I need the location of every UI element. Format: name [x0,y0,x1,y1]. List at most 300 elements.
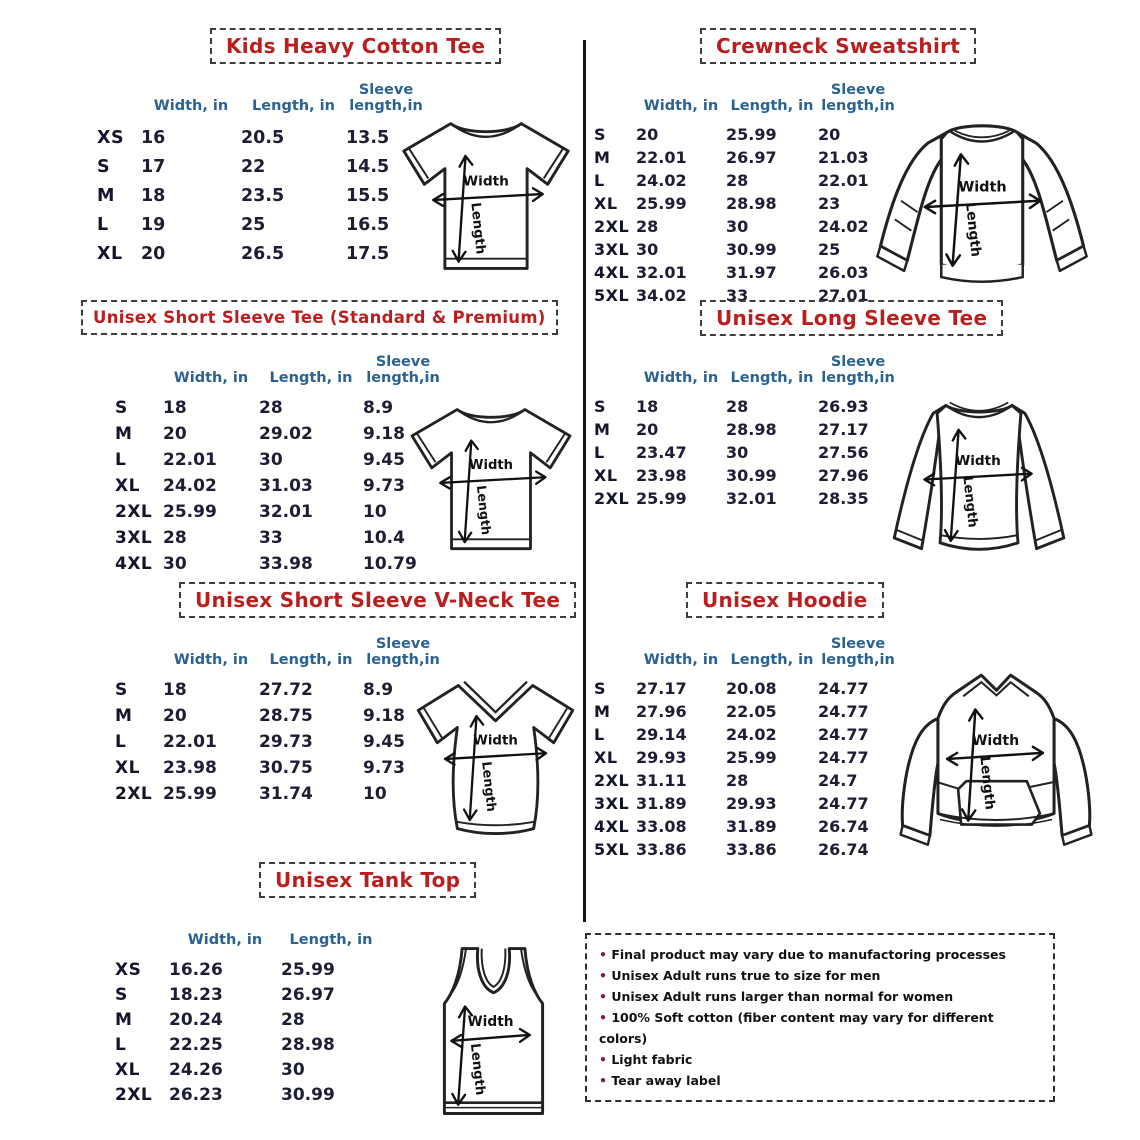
sleeve-cell: 26.03 [818,263,869,282]
width-cell: 31.89 [636,794,687,813]
tee-illustration [397,392,585,570]
width-cell: 20.24 [169,1009,223,1030]
table-row [115,677,443,703]
note-text: Light fabric [611,1052,693,1067]
size-cell: M [97,185,115,206]
section-unisex-short-sleeve-tee [75,300,585,578]
length-column-header: Length, in [730,369,814,386]
size-cell: XS [97,127,125,148]
width-cell: 19 [141,214,166,235]
table-row [594,746,898,769]
width-label: Width [468,457,514,473]
size-cell: S [115,984,128,1005]
width-cell: 22.01 [163,732,217,752]
width-label: Width [467,1014,514,1031]
sleeve-cell: 8.9 [363,398,394,418]
width-cell: 18 [141,185,166,206]
sleeve-cell: 24.77 [818,702,869,721]
length-cell: 31.03 [259,476,313,496]
sleeve-cell: 8.9 [363,680,394,700]
table-row [594,146,898,169]
sleeve-cell: 24.77 [818,794,869,813]
length-cell: 25.99 [726,748,777,767]
width-cell: 27.96 [636,702,687,721]
width-cell: 23.98 [163,758,217,778]
width-cell: 29.93 [636,748,687,767]
length-cell: 22.05 [726,702,777,721]
size-table [594,78,898,307]
size-cell: XS [115,959,142,980]
table-row [115,525,443,551]
note-item [599,1070,1041,1091]
table-row [594,838,898,861]
length-cell: 28.75 [259,706,313,726]
sleeve-cell: 21.03 [818,148,869,167]
length-column-header: Length, in [730,97,814,114]
length-cell: 25.99 [726,125,777,144]
size-cell: 4XL [594,817,630,836]
sleeve-cell: 23 [818,194,841,213]
section-title [259,862,476,898]
length-cell: 26.97 [281,984,335,1005]
length-label: Length [976,755,998,811]
tank-top-illustration [413,934,575,1132]
width-cell: 23.47 [636,443,687,462]
length-cell: 26.97 [726,148,777,167]
section-title [210,28,501,64]
table-header [594,632,898,668]
table-row [594,677,898,700]
size-cell: XL [115,1059,140,1080]
note-text: Unisex Adult runs true to size for men [611,968,881,983]
length-cell: 25.99 [281,959,335,980]
sleeve-cell: 24.77 [818,748,869,767]
section-unisex-tank-top [75,862,585,1140]
length-label: Length [467,201,488,255]
size-cell: M [115,1009,133,1030]
table-header [97,78,426,114]
length-cell: 20.08 [726,679,777,698]
table-row [115,957,381,982]
width-cell: 28 [636,217,659,236]
table-row [115,499,443,525]
length-cell: 24.02 [726,725,777,744]
table-body [594,123,898,307]
size-table [594,350,898,510]
width-cell: 22.25 [169,1034,223,1055]
size-cell: XL [594,748,618,767]
size-cell: 5XL [594,286,630,305]
note-text: 100% Soft cotton (fiber content may vary for different colors) [599,1010,994,1046]
section-crewneck-sweatshirt [588,28,1136,305]
width-cell: 18 [163,398,187,418]
table-row [97,152,426,181]
sleeve-cell: 10 [363,502,387,522]
table-row [594,192,898,215]
tee-illustration [387,106,585,290]
width-cell: 24.26 [169,1059,223,1080]
sleeve-column-header: Sleeve length,in [821,635,895,668]
length-cell: 30 [726,217,749,236]
length-cell: 30.99 [726,240,777,259]
width-cell: 27.17 [636,679,687,698]
width-cell: 18 [163,680,187,700]
width-label: Width [473,733,518,749]
length-cell: 25 [241,214,266,235]
size-cell: M [115,424,133,444]
width-cell: 20 [636,125,659,144]
length-cell: 29.73 [259,732,313,752]
width-column-header: Width, in [187,931,263,948]
sleeve-cell: 27.17 [818,420,869,439]
length-cell: 27.72 [259,680,313,700]
length-label: Length [478,760,499,813]
sleeve-cell: 13.5 [346,127,390,148]
length-cell: 28.98 [726,194,777,213]
note-text: Final product may vary due to manufactoring processes [611,947,1006,962]
sleeve-cell: 9.45 [363,450,405,470]
size-cell: 4XL [594,263,630,282]
sleeve-cell: 26.74 [818,840,869,859]
width-cell: 20 [163,706,187,726]
sleeve-cell: 26.74 [818,817,869,836]
size-cell: M [115,706,133,726]
sleeve-cell: 27.01 [818,286,869,305]
width-cell: 24.02 [163,476,217,496]
length-cell: 30.75 [259,758,313,778]
width-label: Width [463,173,509,190]
notes-box [585,933,1055,1102]
width-cell: 32.01 [636,263,687,282]
table-header [115,350,443,386]
sleeve-cell: 27.56 [818,443,869,462]
size-table [594,632,898,861]
length-label: Length [962,201,984,258]
size-table [97,78,426,268]
sleeve-cell: 24.77 [818,725,869,744]
length-cell: 30 [259,450,283,470]
size-cell: L [594,725,605,744]
size-cell: XL [594,466,618,485]
table-row [115,1007,381,1032]
size-cell: S [97,156,111,177]
sleeve-cell: 24.02 [818,217,869,236]
section-unisex-hoodie [588,582,1136,872]
table-row [594,815,898,838]
length-label: Length [466,1042,488,1097]
vneck-body [418,686,573,834]
width-cell: 34.02 [636,286,687,305]
table-body [115,677,443,807]
size-cell: S [594,125,607,144]
table-row [115,729,443,755]
width-cell: 18 [636,397,659,416]
width-column-header: Width, in [173,369,249,386]
sleeve-cell: 26.93 [818,397,869,416]
vneck-tee-illustration [403,666,589,850]
table-body [594,395,898,510]
table-header [594,350,898,386]
size-cell: XL [115,476,140,496]
size-cell: L [97,214,109,235]
table-row [594,769,898,792]
section-title-text: Unisex Tank Top [275,868,461,892]
width-cell: 25.99 [163,502,217,522]
note-item [599,1007,1041,1049]
sleeve-cell: 22.01 [818,171,869,190]
length-cell: 31.97 [726,263,777,282]
width-cell: 17 [141,156,166,177]
length-cell: 33 [726,286,749,305]
length-cell: 30 [281,1059,305,1080]
sleeve-cell: 10.79 [363,554,417,574]
table-row [594,215,898,238]
width-cell: 22.01 [636,148,687,167]
length-cell: 28 [726,171,749,190]
size-cell: L [594,171,605,190]
table-row [97,181,426,210]
table-row [97,210,426,239]
length-cell: 28 [726,397,749,416]
sleeve-column-header: Sleeve length,in [821,81,895,114]
sleeve-cell: 10.4 [363,528,405,548]
width-label: Width [955,452,1001,469]
width-column-header: Width, in [643,651,719,668]
size-cell: S [115,680,128,700]
length-column-header: Length, in [730,651,814,668]
sweatshirt-illustration [866,110,1098,306]
sleeve-cell: 20 [818,125,841,144]
sleeve-cell: 28.35 [818,489,869,508]
width-cell: 24.02 [636,171,687,190]
size-cell: XL [97,243,123,264]
sleeve-cell: 9.18 [363,424,405,444]
size-cell: 2XL [594,771,630,790]
length-cell: 33 [259,528,283,548]
section-title [179,582,576,618]
table-header [115,632,443,668]
table-body [594,677,898,861]
table-body [115,395,443,577]
width-cell: 26.23 [169,1084,223,1105]
table-row [97,123,426,152]
table-row [115,421,443,447]
length-cell: 33.86 [726,840,777,859]
length-cell: 32.01 [259,502,313,522]
sleeve-cell: 10 [363,784,387,804]
section-kids-heavy-cotton-tee [75,28,585,298]
table-row [115,395,443,421]
long-sleeve-tee-illustration [860,384,1100,574]
table-row [115,781,443,807]
size-cell: M [594,702,611,721]
sleeve-column-header: Sleeve length,in [349,81,423,114]
size-cell: XL [594,194,618,213]
table-header [594,78,898,114]
sleeve-cell: 24.7 [818,771,858,790]
table-body [97,123,426,268]
section-unisex-long-sleeve-tee [588,300,1136,578]
width-cell: 25.99 [163,784,217,804]
note-item [599,986,1041,1007]
width-cell: 16 [141,127,166,148]
table-row [594,261,898,284]
width-cell: 25.99 [636,489,687,508]
table-row [594,792,898,815]
length-cell: 23.5 [241,185,285,206]
size-cell: 3XL [594,794,630,813]
width-column-header: Width, in [643,369,719,386]
table-row [115,1032,381,1057]
size-cell: XL [115,758,140,778]
width-label: Width [971,732,1020,749]
size-cell: L [594,443,605,462]
length-column-header: Length, in [269,369,353,386]
size-cell: S [594,679,607,698]
width-cell: 16.26 [169,959,223,980]
width-cell: 25.99 [636,194,687,213]
table-row [115,447,443,473]
length-column-header: Length, in [269,651,353,668]
length-cell: 32.01 [726,489,777,508]
width-cell: 30 [163,554,187,574]
table-row [594,418,898,441]
sleeve-column-header: Sleeve length,in [366,635,440,668]
table-row [594,700,898,723]
section-title-text: Crewneck Sweatshirt [716,34,961,58]
size-cell: 5XL [594,840,630,859]
size-cell: M [594,420,611,439]
size-cell: 2XL [594,217,630,236]
size-cell: 2XL [115,1084,153,1105]
sleeve-cell: 9.73 [363,758,405,778]
size-table [115,912,381,1107]
table-row [115,551,443,577]
section-title-text: Unisex Short Sleeve V-Neck Tee [195,588,561,612]
length-cell: 28.98 [281,1034,335,1055]
note-item [599,1049,1041,1070]
table-row [594,441,898,464]
size-cell: 3XL [115,528,153,548]
table-row [594,395,898,418]
table-row [594,123,898,146]
width-cell: 33.08 [636,817,687,836]
width-cell: 31.11 [636,771,687,790]
table-body [115,957,381,1107]
section-title [700,300,1003,336]
width-label: Width [958,179,1007,196]
sleeve-cell: 9.73 [363,476,405,496]
width-cell: 23.98 [636,466,687,485]
length-cell: 30.99 [281,1084,335,1105]
note-item [599,944,1041,965]
length-cell: 22 [241,156,266,177]
section-title [686,582,884,618]
size-cell: L [115,1034,127,1055]
length-cell: 28 [259,398,283,418]
length-cell: 26.5 [241,243,285,264]
sleeve-cell: 16.5 [346,214,390,235]
length-label: Length [473,484,495,536]
length-cell: 31.74 [259,784,313,804]
length-cell: 31.89 [726,817,777,836]
table-row [594,464,898,487]
section-title-text: Unisex Long Sleeve Tee [716,306,988,330]
size-cell: S [594,397,607,416]
note-text: Tear away label [611,1073,721,1088]
length-cell: 28.98 [726,420,777,439]
table-row [594,238,898,261]
table-row [115,1057,381,1082]
section-title-text: Unisex Hoodie [702,588,868,612]
length-cell: 28 [281,1009,305,1030]
table-row [594,487,898,510]
length-column-header: Length, in [289,931,373,948]
size-cell: 2XL [594,489,630,508]
sleeve-cell: 9.18 [363,706,405,726]
length-cell: 20.5 [241,127,285,148]
width-column-header: Width, in [173,651,249,668]
section-title [81,300,558,335]
width-cell: 30 [636,240,659,259]
table-row [115,755,443,781]
width-cell: 22.01 [163,450,217,470]
length-cell: 30.99 [726,466,777,485]
table-header [115,912,381,948]
section-title [700,28,976,64]
width-column-header: Width, in [153,97,229,114]
table-row [594,723,898,746]
size-cell: 4XL [115,554,153,574]
note-text: Unisex Adult runs larger than normal for women [611,989,954,1004]
sleeve-column-header: Sleeve length,in [821,353,895,386]
table-row [115,982,381,1007]
sleeve-cell: 27.96 [818,466,869,485]
notes-list [599,944,1041,1091]
sleeve-cell: 17.5 [346,243,390,264]
sleeve-cell: 14.5 [346,156,390,177]
size-cell: S [115,398,128,418]
width-cell: 28 [163,528,187,548]
section-title-text: Unisex Short Sleeve Tee (Standard & Premium) [93,308,546,327]
width-cell: 18.23 [169,984,223,1005]
table-row [97,239,426,268]
table-row [115,473,443,499]
size-cell: 2XL [115,502,153,522]
length-cell: 33.98 [259,554,313,574]
width-column-header: Width, in [643,97,719,114]
size-cell: M [594,148,611,167]
sleeve-column-header: Sleeve length,in [366,353,440,386]
size-table [115,350,443,577]
table-row [594,169,898,192]
sleeve-cell: 25 [818,240,841,259]
sleeve-cell: 15.5 [346,185,390,206]
length-label: Length [959,475,980,529]
width-cell: 20 [163,424,187,444]
width-cell: 20 [141,243,166,264]
size-cell: L [115,450,127,470]
size-cell: L [115,732,127,752]
length-cell: 28 [726,771,749,790]
note-item [599,965,1041,986]
length-column-header: Length, in [252,97,335,114]
length-cell: 29.93 [726,794,777,813]
sleeve-cell: 9.45 [363,732,405,752]
section-title-text: Kids Heavy Cotton Tee [226,34,486,58]
width-cell: 33.86 [636,840,687,859]
width-cell: 29.14 [636,725,687,744]
